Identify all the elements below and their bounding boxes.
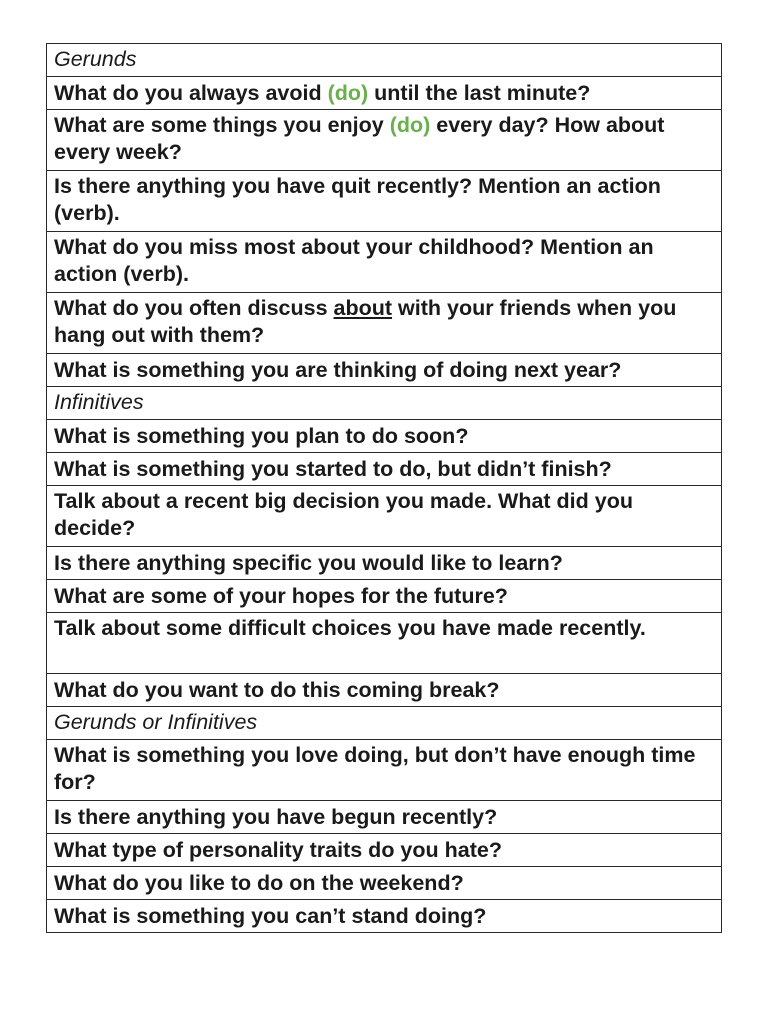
question-cell: Is there anything you have begun recently?	[47, 801, 722, 834]
question-cell: What do you like to do on the weekend?	[47, 867, 722, 900]
question-table	[46, 43, 722, 933]
section-heading-infinitives: Infinitives	[47, 387, 722, 420]
question-cell: What are some things you enjoy (do) every day? How about every week?	[47, 110, 722, 171]
section-heading-gerunds: Gerunds	[47, 44, 722, 77]
question-cell: What are some of your hopes for the future?	[47, 580, 722, 613]
question-cell: What do you miss most about your childhood? Mention an action (verb).	[47, 232, 722, 293]
question-cell: What is something you are thinking of doing next year?	[47, 354, 722, 387]
verb-hint: (do)	[327, 81, 369, 105]
question-cell: Talk about some difficult choices you have made recently.	[47, 613, 722, 674]
question-cell: Is there anything you have quit recently? Mention an action (verb).	[47, 171, 722, 232]
underlined-word: about	[333, 296, 393, 320]
section-heading-gerunds-or-infinitives: Gerunds or Infinitives	[47, 707, 722, 740]
question-cell: What is something you love doing, but don’t have enough time for?	[47, 740, 722, 801]
verb-hint: (do)	[389, 113, 431, 137]
question-cell: Is there anything specific you would like to learn?	[47, 547, 722, 580]
question-cell: What type of personality traits do you hate?	[47, 834, 722, 867]
question-cell: What is something you can’t stand doing?	[47, 900, 722, 933]
question-cell: What do you often discuss about with your friends when you hang out with them?	[47, 293, 722, 354]
question-cell: What do you want to do this coming break?	[47, 674, 722, 707]
question-cell: What do you always avoid (do) until the last minute?	[47, 77, 722, 110]
question-cell: Talk about a recent big decision you made. What did you decide?	[47, 486, 722, 547]
question-cell: What is something you plan to do soon?	[47, 420, 722, 453]
question-cell: What is something you started to do, but didn’t finish?	[47, 453, 722, 486]
